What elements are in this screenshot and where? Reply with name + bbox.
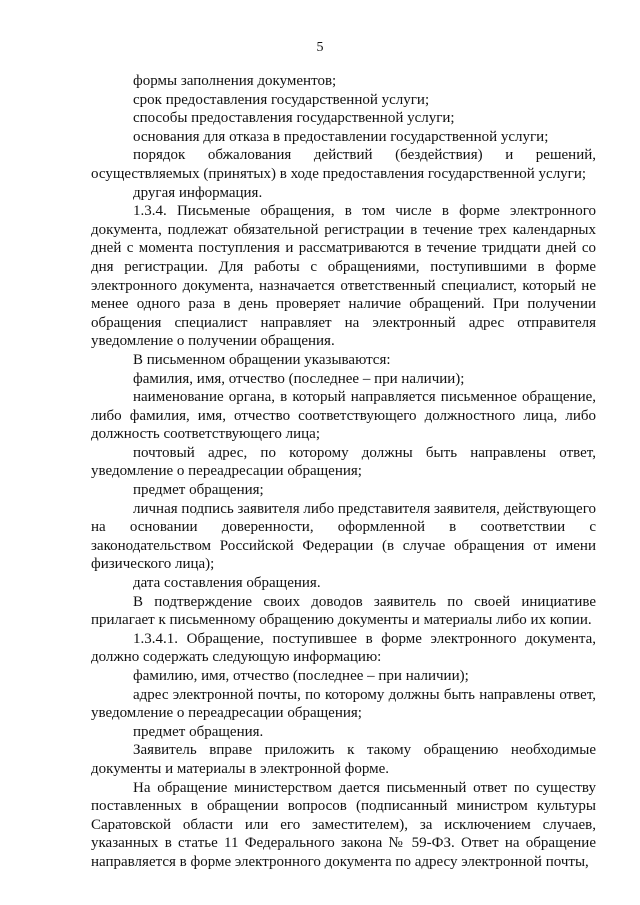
paragraph: дата составления обращения. [133,575,321,592]
paragraph: В письменном обращении указываются: [133,351,391,368]
paragraph: почтовый адрес, по которому должны быть направлены ответ, уведомление о переадресации обращения; [91,444,596,480]
paragraph: наименование органа, в который направляется письменное обращение, либо фамилия, имя, отчество соответствующего должностного лица, либо должность соответствующего лица; [91,389,596,443]
paragraph: срок предоставления государственной услуги; [133,91,430,108]
paragraph: способы предоставления государственной услуги; [133,110,455,127]
paragraph: основания для отказа в предоставлении государственной услуги; [133,128,549,145]
paragraph: фамилию, имя, отчество (последнее – при наличии); [133,668,469,684]
paragraph: личная подпись заявителя либо представителя заявителя, действующего на основании доверенности, оформленной в соответствии с законодательством Российской Федерации (в случае обращения от имени физического лица); [91,500,596,573]
paragraph: предмет обращения. [133,723,264,740]
paragraph: другая информация. [133,184,263,201]
paragraph: фамилия, имя, отчество (последнее – при наличии); [133,370,465,387]
paragraph: порядок обжалования действий (бездействия) и решений, осуществляемых (принятых) в ходе предоставления государственной услуги; [91,147,596,182]
paragraph: На обращение министерством дается письменный ответ по существу поставленных в обращении вопросов (подписанный министром культуры Саратовской области или его заместителем), за исключением случаев, указанных в статье 11 Федерального закона № 59-ФЗ. Ответ на обращение направляется в форме электронного документа по адресу электронной почты, [91,779,596,870]
paragraph: Заявитель вправе приложить к такому обращению необходимые документы и материалы в электронной форме. [91,742,596,777]
paragraph: В подтверждение своих доводов заявитель по своей инициативе прилагает к письменному обращению документы и материалы либо их копии. [91,593,596,629]
page-number: 5 [316,40,324,55]
paragraph: адрес электронной почты, по которому должны быть направлены ответ, уведомление о переадресации обращения; [91,686,596,722]
paragraph: формы заполнения документов; [133,73,337,89]
paragraph: 1.3.4.1. Обращение, поступившее в форме электронного документа, должно содержать следующую информацию: [91,630,596,666]
document-body [91,72,596,872]
paragraph: предмет обращения; [133,482,264,499]
paragraph: 1.3.4. Письменые обращения, в том числе в форме электронного документа, подлежат обязательной регистрации в течение трех календарных дней с момента поступления и рассматриваются в течение тридцати дней со дня регистрации. Для работы с обращениями, поступившими в форме электронного документа, назначается ответственный специалист, который не менее одного раза в день проверяет наличие обращений. При получении обращения специалист направляет на электронный адрес отправителя уведомление о получении обращения. [91,203,596,350]
